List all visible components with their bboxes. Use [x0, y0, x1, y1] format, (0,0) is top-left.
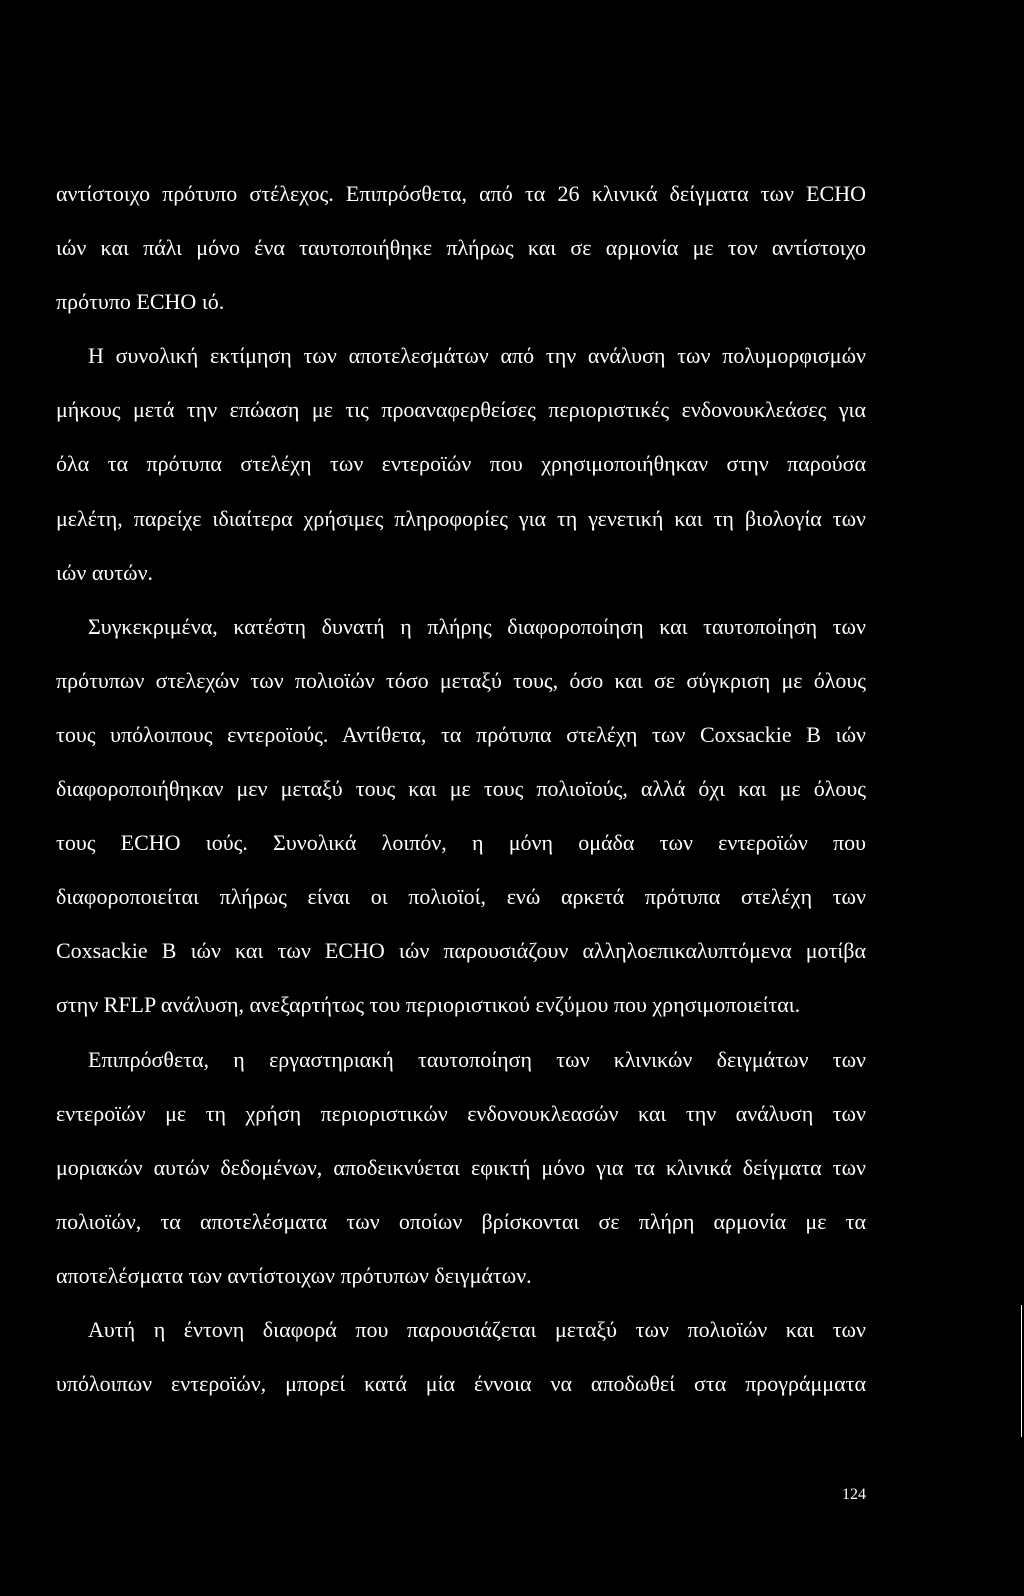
- text-line: Η συνολική εκτίμηση των αποτελεσμάτων από την ανάλυση των πολυμορφισμών: [88, 343, 866, 369]
- text-line: μελέτη, παρείχε ιδιαίτερα χρήσιμες πληροφορίες για τη γενετική και τη βιολογία των: [56, 505, 866, 531]
- text-line: πρότυπων στελεχών των πολιοϊών τόσο μεταξύ τους, όσο και σε σύγκριση με όλους: [56, 667, 866, 693]
- page-number: 124: [842, 1486, 866, 1503]
- text-line: αντίστοιχο πρότυπο στέλεχος. Επιπρόσθετα, από τα 26 κλινικά δείγματα των ECHO: [56, 181, 866, 206]
- text-line: τους υπόλοιπους εντεροϊούς. Αντίθετα, τα πρότυπα στελέχη των Coxsackie B ιών: [56, 721, 866, 747]
- text-line: Αυτή η έντονη διαφορά που παρουσιάζεται μεταξύ των πολιοϊών και των: [88, 1316, 866, 1342]
- text-line: Συγκεκριμένα, κατέστη δυνατή η πλήρης διαφοροποίηση και ταυτοποίηση των: [88, 613, 866, 639]
- text-line: τους ECHO ιούς. Συνολικά λοιπόν, η μόνη ομάδα των εντεροϊών που: [56, 830, 866, 856]
- body-text: [56, 175, 866, 1419]
- text-line: διαφοροποιείται πλήρως είναι οι πολιοϊοί, ενώ αρκετά πρότυπα στελέχη των: [56, 884, 866, 910]
- margin-rule: [1021, 1305, 1022, 1437]
- text-line: Επιπρόσθετα, η εργαστηριακή ταυτοποίηση των κλινικών δειγμάτων των: [88, 1046, 866, 1072]
- text-line: στην RFLP ανάλυση, ανεξαρτήτως του περιοριστικού ενζύμου που χρησιμοποιείται.: [56, 992, 801, 1018]
- text-line: εντεροϊών με τη χρήση περιοριστικών ενδονουκλεασών και την ανάλυση των: [56, 1100, 866, 1126]
- text-line: Coxsackie B ιών και των ECHO ιών παρουσιάζουν αλληλοεπικαλυπτόμενα μοτίβα: [56, 938, 866, 964]
- text-line: αποτελέσματα των αντίστοιχων πρότυπων δειγμάτων.: [56, 1262, 532, 1288]
- text-line: όλα τα πρότυπα στελέχη των εντεροϊών που χρησιμοποιήθηκαν στην παρούσα: [56, 451, 866, 477]
- text-line: πρότυπο ECHO ιό.: [56, 289, 225, 315]
- text-line: μοριακών αυτών δεδομένων, αποδεικνύεται εφικτή μόνο για τα κλινικά δείγματα των: [56, 1154, 866, 1180]
- text-line: διαφοροποιήθηκαν μεν μεταξύ τους και με τους πολιοϊούς, αλλά όχι και με όλους: [56, 776, 866, 802]
- text-line: ιών αυτών.: [56, 559, 154, 585]
- text-line: μήκους μετά την επώαση με τις προαναφερθείσες περιοριστικές ενδονουκλεάσες για: [56, 397, 866, 423]
- text-line: υπόλοιπων εντεροϊών, μπορεί κατά μία έννοια να αποδωθεί στα προγράμματα: [56, 1371, 866, 1397]
- text-line: ιών και πάλι μόνο ένα ταυτοποιήθηκε πλήρως και σε αρμονία με τον αντίστοιχο: [56, 235, 866, 261]
- text-line: πολιοϊών, τα αποτελέσματα των οποίων βρίσκονται σε πλήρη αρμονία με τα: [56, 1208, 866, 1234]
